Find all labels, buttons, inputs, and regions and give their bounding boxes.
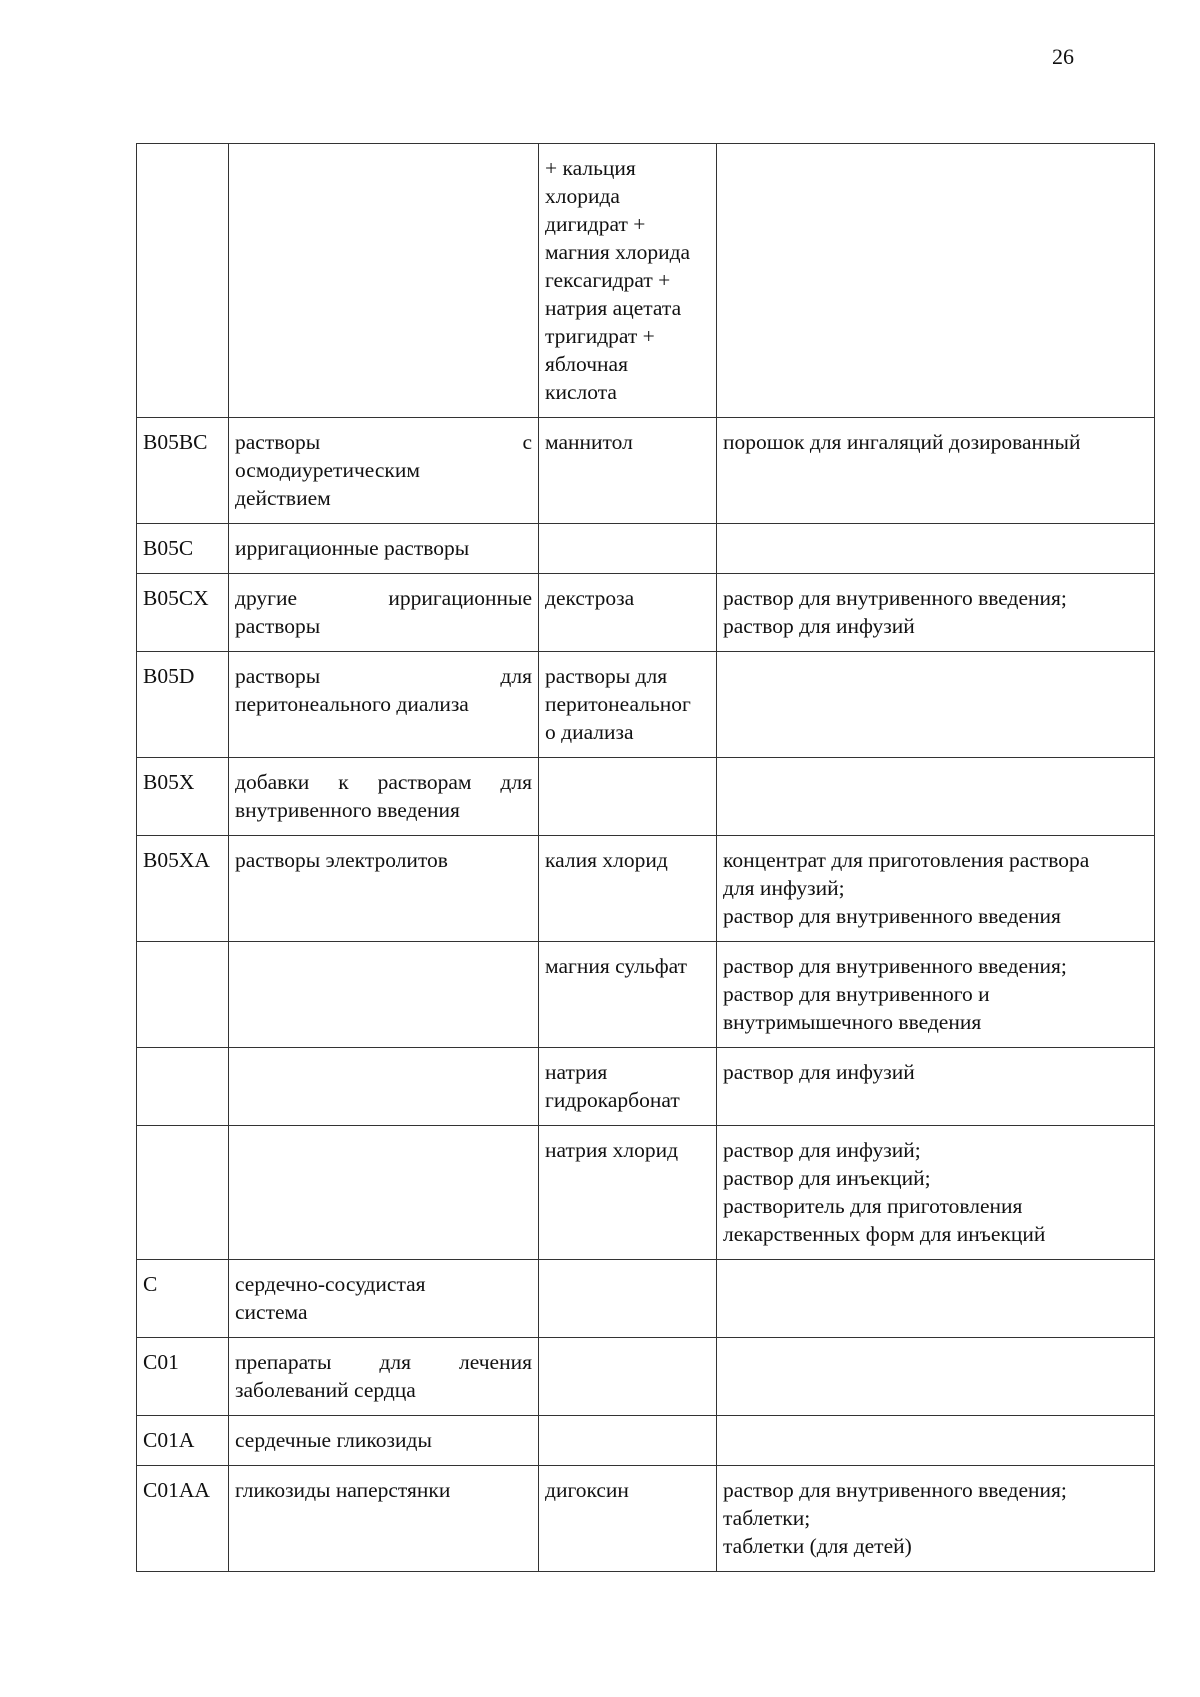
substance-cell <box>539 1126 717 1260</box>
substance-cell <box>539 574 717 652</box>
substance-line: натрия хлорид <box>545 1138 679 1162</box>
group-name-line: растворы для <box>235 664 532 688</box>
anatomical-group-cell <box>229 1260 539 1338</box>
dosage-form-line: таблетки (для детей) <box>723 1534 912 1558</box>
dosage-form-cell <box>717 942 1155 1048</box>
atc-code-cell: C01AA <box>137 1466 229 1572</box>
substance-line: декстроза <box>545 586 635 610</box>
substance-cell <box>539 1260 717 1338</box>
table-row <box>137 574 1155 652</box>
table-body <box>137 144 1155 1572</box>
substance-line: натрия <box>545 1060 608 1084</box>
atc-code-cell: B05D <box>137 652 229 758</box>
group-name-line: перитонеального диализа <box>235 692 469 716</box>
atc-code-cell: C <box>137 1260 229 1338</box>
table-row <box>137 1126 1155 1260</box>
substance-line: магния хлорида <box>545 240 691 264</box>
anatomical-group-cell <box>229 1466 539 1572</box>
dosage-form-cell <box>717 1416 1155 1466</box>
dosage-form-line: концентрат для приготовления раствора <box>723 848 1090 872</box>
dosage-form-cell <box>717 144 1155 418</box>
substance-cell <box>539 652 717 758</box>
substance-line: хлорида <box>545 184 620 208</box>
dosage-form-line: раствор для инфузий <box>723 1060 915 1084</box>
group-name-line: действием <box>235 486 331 510</box>
dosage-form-line: раствор для внутривенного и <box>723 982 990 1006</box>
substance-cell <box>539 1466 717 1572</box>
group-name-line: добавки к растворам для <box>235 770 532 794</box>
drug-table <box>136 143 1155 1572</box>
substance-line: перитонеальног <box>545 692 691 716</box>
substance-cell <box>539 1416 717 1466</box>
substance-line: дигоксин <box>545 1478 629 1502</box>
group-name-line: система <box>235 1300 308 1324</box>
substance-line: гидрокарбонат <box>545 1088 680 1112</box>
dosage-form-cell <box>717 524 1155 574</box>
anatomical-group-cell <box>229 524 539 574</box>
atc-code-cell <box>137 144 229 418</box>
dosage-form-line: раствор для внутривенного введения; <box>723 1478 1067 1502</box>
substance-cell <box>539 524 717 574</box>
group-name-line: ирригационные растворы <box>235 536 470 560</box>
anatomical-group-cell <box>229 758 539 836</box>
atc-code-cell: C01 <box>137 1338 229 1416</box>
anatomical-group-cell <box>229 836 539 942</box>
substance-line: натрия ацетата <box>545 296 682 320</box>
dosage-form-cell <box>717 1126 1155 1260</box>
group-name-line: гликозиды наперстянки <box>235 1478 451 1502</box>
dosage-form-line: раствор для инфузий; <box>723 1138 921 1162</box>
atc-code-cell: B05C <box>137 524 229 574</box>
group-name-line: другие ирригационные <box>235 586 532 610</box>
group-name-line: растворы с <box>235 430 532 454</box>
dosage-form-line: порошок для ингаляций дозированный <box>723 430 1081 454</box>
table-row <box>137 144 1155 418</box>
substance-line: + кальция <box>545 156 636 180</box>
dosage-form-line: лекарственных форм для инъекций <box>723 1222 1046 1246</box>
dosage-form-line: раствор для инфузий <box>723 614 915 638</box>
atc-code-cell: B05X <box>137 758 229 836</box>
atc-code-cell: C01A <box>137 1416 229 1466</box>
substance-line: магния сульфат <box>545 954 688 978</box>
group-name-line: растворы <box>235 614 321 638</box>
table-row <box>137 418 1155 524</box>
atc-code-cell <box>137 942 229 1048</box>
dosage-form-cell <box>717 1260 1155 1338</box>
group-name-line: осмодиуретическим <box>235 458 420 482</box>
table-row <box>137 836 1155 942</box>
group-name-line: сердечные гликозиды <box>235 1428 432 1452</box>
substance-line: яблочная <box>545 352 628 376</box>
substance-line: калия хлорид <box>545 848 668 872</box>
table-row <box>137 1416 1155 1466</box>
substance-line: растворы для <box>545 664 668 688</box>
dosage-form-cell <box>717 418 1155 524</box>
table-row <box>137 524 1155 574</box>
substance-line: о диализа <box>545 720 634 744</box>
atc-code-cell <box>137 1048 229 1126</box>
group-name-line: растворы электролитов <box>235 848 448 872</box>
dosage-form-line: растворитель для приготовления <box>723 1194 1023 1218</box>
atc-code-cell: B05CX <box>137 574 229 652</box>
substance-cell <box>539 758 717 836</box>
atc-code-cell: B05BC <box>137 418 229 524</box>
table-row <box>137 758 1155 836</box>
substance-line: маннитол <box>545 430 633 454</box>
anatomical-group-cell <box>229 1126 539 1260</box>
dosage-form-line: раствор для внутривенного введения; <box>723 954 1067 978</box>
dosage-form-line: для инфузий; <box>723 876 845 900</box>
anatomical-group-cell <box>229 1048 539 1126</box>
substance-cell <box>539 1048 717 1126</box>
dosage-form-cell <box>717 836 1155 942</box>
group-name-line: препараты для лечения <box>235 1350 532 1374</box>
anatomical-group-cell <box>229 1338 539 1416</box>
anatomical-group-cell <box>229 942 539 1048</box>
dosage-form-cell <box>717 758 1155 836</box>
dosage-form-cell <box>717 652 1155 758</box>
anatomical-group-cell <box>229 652 539 758</box>
table-row <box>137 652 1155 758</box>
anatomical-group-cell <box>229 144 539 418</box>
table-row <box>137 1466 1155 1572</box>
atc-code-cell: B05XA <box>137 836 229 942</box>
group-name-line: заболеваний сердца <box>235 1378 416 1402</box>
dosage-form-cell <box>717 1466 1155 1572</box>
substance-line: гексагидрат + <box>545 268 671 292</box>
table-row <box>137 1260 1155 1338</box>
table-row <box>137 942 1155 1048</box>
dosage-form-cell <box>717 574 1155 652</box>
substance-cell <box>539 418 717 524</box>
dosage-form-cell <box>717 1338 1155 1416</box>
substance-cell <box>539 1338 717 1416</box>
table-row <box>137 1048 1155 1126</box>
anatomical-group-cell <box>229 418 539 524</box>
group-name-line: сердечно-сосудистая <box>235 1272 426 1296</box>
table-row <box>137 1338 1155 1416</box>
anatomical-group-cell <box>229 1416 539 1466</box>
atc-code-cell <box>137 1126 229 1260</box>
substance-line: кислота <box>545 380 617 404</box>
substance-line: тригидрат + <box>545 324 655 348</box>
dosage-form-line: раствор для внутривенного введения; <box>723 586 1067 610</box>
dosage-form-line: раствор для внутривенного введения <box>723 904 1061 928</box>
dosage-form-cell <box>717 1048 1155 1126</box>
substance-cell <box>539 836 717 942</box>
substance-line: дигидрат + <box>545 212 646 236</box>
dosage-form-line: таблетки; <box>723 1506 811 1530</box>
substance-cell <box>539 942 717 1048</box>
dosage-form-line: внутримышечного введения <box>723 1010 982 1034</box>
substance-cell <box>539 144 717 418</box>
group-name-line: внутривенного введения <box>235 798 460 822</box>
anatomical-group-cell <box>229 574 539 652</box>
dosage-form-line: раствор для инъекций; <box>723 1166 931 1190</box>
page-number: 26 <box>1052 44 1074 69</box>
